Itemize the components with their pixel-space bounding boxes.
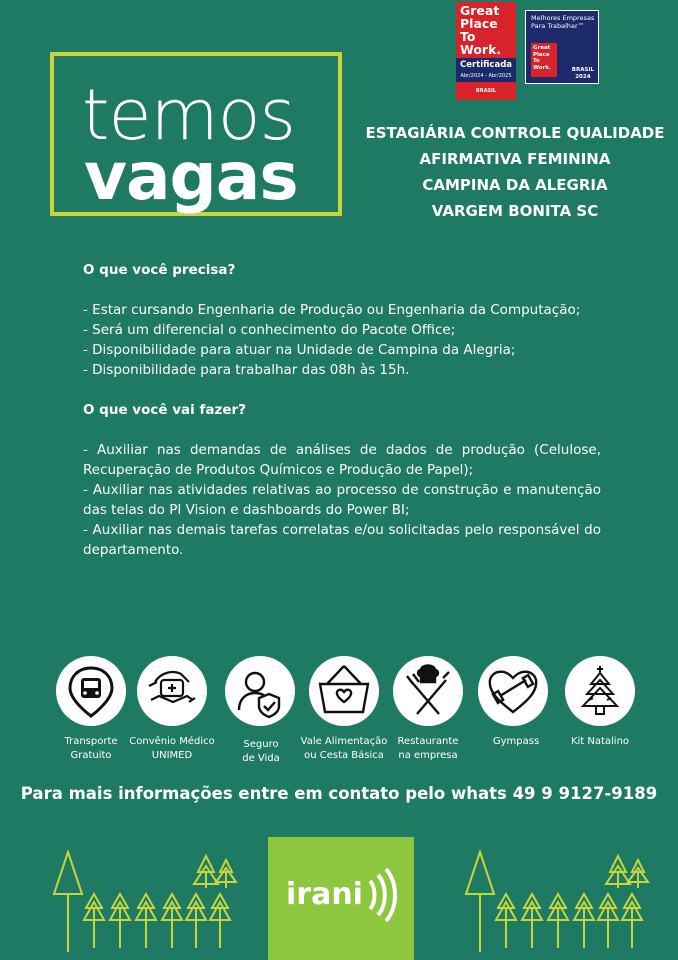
headline-vagas: vagas: [84, 138, 298, 215]
benefit-label-line: UNIMED: [151, 750, 193, 761]
benefit-label-line: de Vida: [242, 753, 280, 764]
benefit-label-line: Convênio Médico: [129, 736, 215, 747]
badge-title: Melhores Empresas Para Trabalhar™: [531, 14, 595, 30]
benefit-label: [215, 738, 307, 766]
benefit-label: [298, 735, 390, 763]
tasks-item: - Auxiliar nas demandas de análises de dados de produção (Celulose, Recuperação de Produtos Químicos e Produção de Papel);: [83, 442, 601, 478]
job-title: [352, 120, 678, 224]
job-title-line: CAMPINA DA ALEGRIA: [422, 176, 608, 194]
tasks-item: - Auxiliar nas demais tarefas correlatas e/ou solicitadas pelo responsável do departamento.: [83, 522, 601, 558]
fitness-icon: [478, 656, 548, 726]
mini-text: Place: [533, 51, 550, 58]
benefit-label: [382, 735, 474, 763]
gptw-mini-logo: [531, 43, 557, 77]
badge-text: Place: [460, 16, 498, 31]
benefit-label-line: Kit Natalino: [570, 736, 630, 747]
needs-item: - Será um diferencial o conhecimento do Pacote Office;: [83, 322, 456, 338]
tasks-item: - Auxiliar nas atividades relativas ao processo de construção e manutenção das telas do PI Vision e dashboards do Power BI;: [83, 482, 601, 518]
health-care-icon: [137, 656, 207, 726]
benefit-label-line: Seguro: [243, 739, 279, 750]
job-title-line: ESTAGIÁRIA CONTROLE QUALIDADE: [365, 124, 665, 142]
benefit-label: [45, 735, 137, 763]
benefit-label-line: Gympass: [492, 736, 540, 747]
bus-icon: [56, 656, 126, 726]
benefit-label: [126, 735, 218, 763]
badge-text: Work.: [460, 42, 502, 57]
needs-item: - Estar cursando Engenharia de Produção ou Engenharia da Computação;: [83, 302, 581, 318]
benefit-label-line: Restaurante: [397, 736, 459, 747]
restaurant-icon: [393, 656, 463, 726]
contact-line: Para mais informações entre em contato pelo whats 49 9 9127-9189: [20, 784, 658, 803]
logo-text: irani: [286, 877, 363, 912]
melhores-empresas-badge: [525, 10, 599, 84]
badge-period: Abr/2024 - Abr/2025: [460, 73, 512, 79]
tree-illustration-left: [48, 848, 248, 960]
job-description: [83, 260, 601, 560]
benefit-label-line: Gratuito: [70, 750, 112, 761]
job-title-line: VARGEM BONITA SC: [431, 202, 599, 220]
badge-country: BRASIL: [571, 67, 594, 73]
badge-year: 2024: [575, 73, 591, 80]
job-title-line: AFIRMATIVA FEMININA: [419, 150, 611, 168]
badge-cert: Certificada: [459, 60, 513, 70]
benefit-label-line: ou Cesta Básica: [304, 750, 384, 761]
benefit-label: [470, 735, 562, 749]
mini-text: Work.: [533, 64, 552, 71]
mini-text: Great: [533, 45, 551, 51]
badge-text: Great: [460, 3, 500, 18]
christmas-tree-icon: [565, 656, 635, 726]
headline-temos: temos: [82, 74, 295, 156]
benefit-label-line: Transporte: [64, 736, 118, 747]
gptw-certified-badge: [456, 2, 516, 100]
tree-illustration-right: [458, 848, 658, 960]
needs-item: - Disponibilidade para atuar na Unidade de Campina da Alegria;: [83, 342, 516, 358]
irani-logo: [268, 837, 414, 960]
benefit-label: [554, 735, 646, 749]
badge-text: To: [460, 29, 476, 44]
benefit-label-line: Vale Alimentação: [300, 736, 388, 747]
signal-waves-icon: [268, 837, 414, 960]
life-insurance-icon: [225, 656, 295, 726]
benefit-label-line: na empresa: [398, 750, 458, 761]
basket-icon: [309, 656, 379, 726]
needs-item: - Disponibilidade para trabalhar das 08h às 15h.: [83, 362, 410, 378]
mini-text: To: [533, 58, 540, 64]
badge-country: BRASIL: [475, 88, 497, 94]
needs-heading: O que você precisa?: [83, 262, 236, 278]
tasks-heading: O que você vai fazer?: [83, 402, 246, 418]
